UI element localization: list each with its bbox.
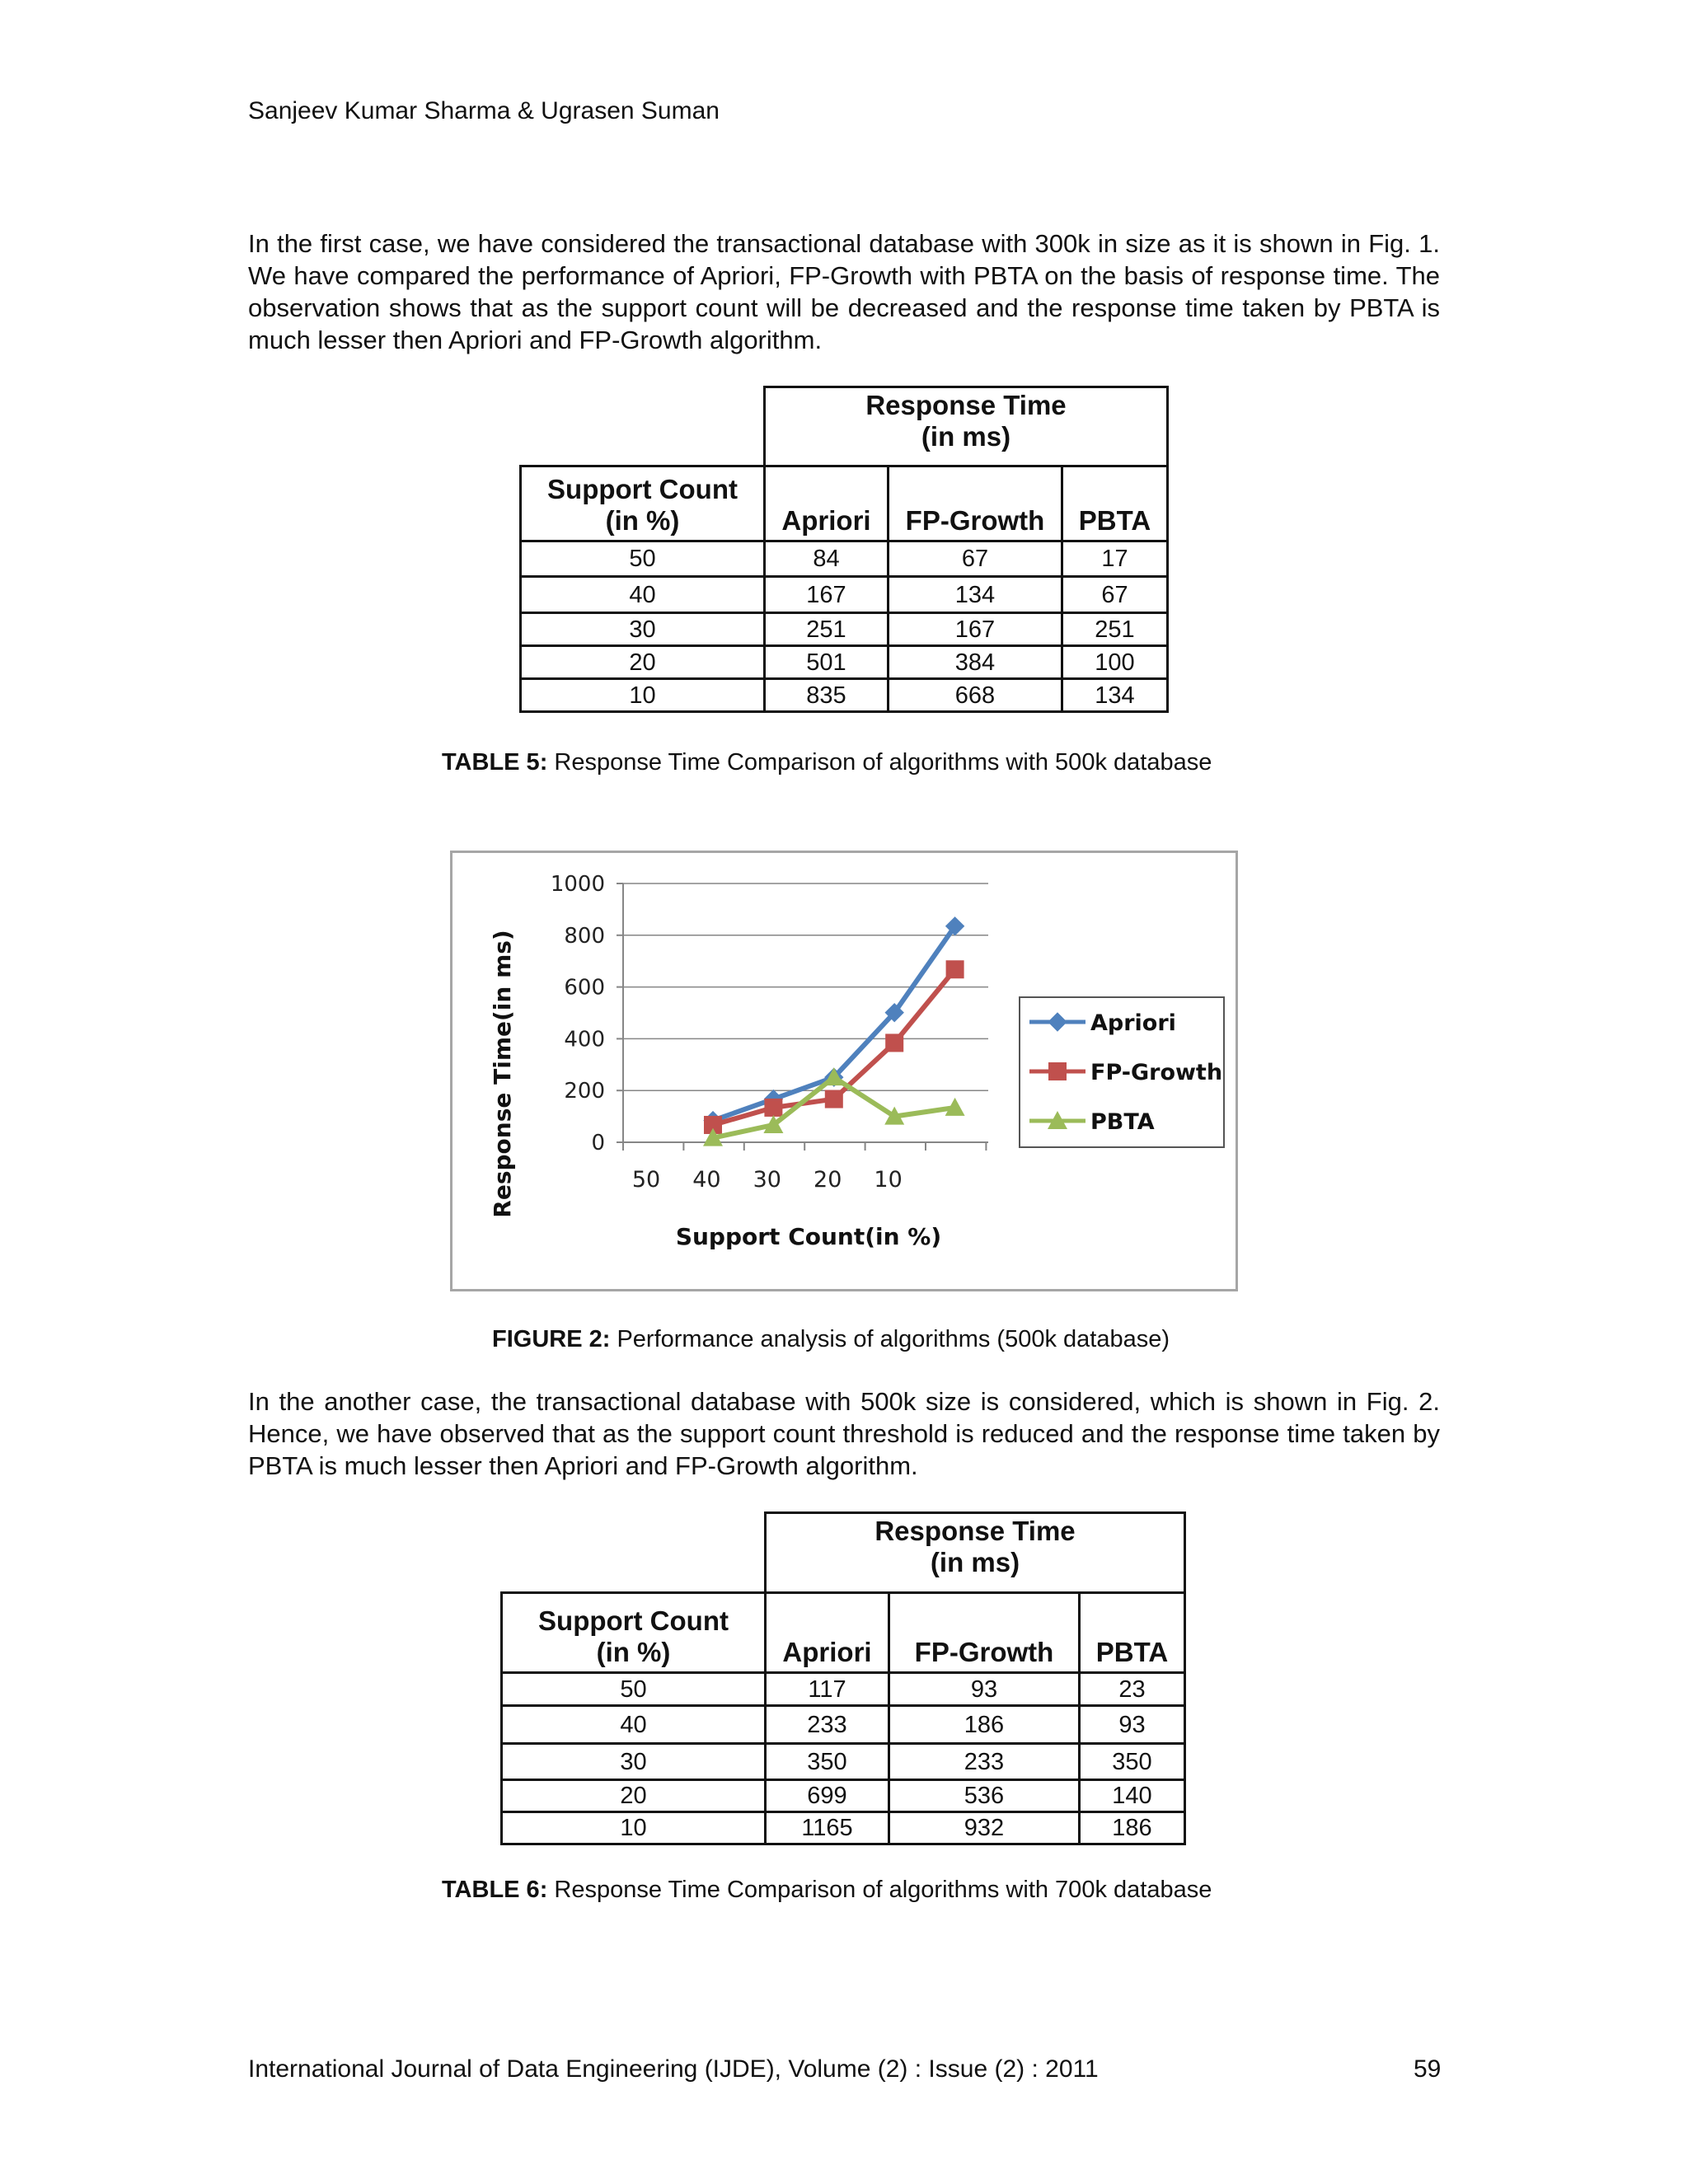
table-cell: 50 <box>502 1673 766 1706</box>
caption-text: Response Time Comparison of algorithms with 700k database <box>547 1877 1212 1903</box>
group-header <box>766 1513 1185 1593</box>
table-corner <box>521 387 765 466</box>
group-header-line2: (in ms) <box>921 421 1011 452</box>
y-tick-label: 200 <box>564 1079 605 1104</box>
x-tick-label: 20 <box>814 1167 842 1193</box>
table-cell: 67 <box>889 541 1062 577</box>
table-row <box>521 577 1168 613</box>
table-row <box>521 646 1168 679</box>
table-5 <box>519 386 1169 713</box>
table-row <box>502 1744 1185 1780</box>
table-cell: 20 <box>521 646 765 679</box>
paragraph-second-case: In the another case, the transactional database with 500k size is considered, which is shown in Fig. 2. Hence, we have observed that as the support count threshold is reduced and the response time taken by PBTA is much lesser then Apriori and FP-Growth algorithm. <box>248 1387 1440 1480</box>
table-cell: 84 <box>765 541 889 577</box>
table-cell: 30 <box>521 613 765 646</box>
table-cell: 93 <box>1080 1706 1185 1744</box>
table-cell: 140 <box>1080 1780 1185 1812</box>
table-cell: 536 <box>889 1780 1080 1812</box>
table-cell: 186 <box>889 1706 1080 1744</box>
table-cell: 501 <box>765 646 889 679</box>
category-header-line2: (in %) <box>605 505 680 536</box>
table-cell: 167 <box>765 577 889 613</box>
table-cell: 30 <box>502 1744 766 1780</box>
table-cell: 93 <box>889 1673 1080 1706</box>
y-tick-label: 400 <box>564 1027 605 1052</box>
x-tick-label: 50 <box>631 1167 661 1193</box>
y-tick-label: 1000 <box>550 872 605 897</box>
group-header-line1: Response Time <box>874 1516 1076 1546</box>
table-cell: 699 <box>766 1780 889 1812</box>
table-row <box>521 541 1168 577</box>
figure-2-chart <box>450 851 1238 1291</box>
column-header: PBTA <box>1062 466 1168 541</box>
table-row <box>521 613 1168 646</box>
table-6 <box>500 1511 1186 1845</box>
caption-text: Performance analysis of algorithms (500k database) <box>610 1326 1170 1352</box>
paragraph-first-case: In the first case, we have considered the transactional database with 300k in size as it is shown in Fig. 1. We have compared the performance of Apriori, FP-Growth with PBTA on the basis of response time. The observation shows that as the support count will be decreased and the response time taken by PBTA is much lesser then Apriori and FP-Growth algorithm. <box>248 229 1440 354</box>
category-header <box>521 466 765 541</box>
table-cell: 233 <box>766 1706 889 1744</box>
table-row <box>502 1706 1185 1744</box>
x-tick-label: 40 <box>692 1167 721 1193</box>
column-header: FP-Growth <box>889 466 1062 541</box>
data-point <box>946 960 964 978</box>
table-cell: 40 <box>521 577 765 613</box>
column-header: Apriori <box>766 1593 889 1673</box>
chart-legend <box>1020 997 1224 1147</box>
y-tick-label: 800 <box>564 923 605 949</box>
category-header-line2: (in %) <box>596 1637 671 1667</box>
x-tick-labels <box>632 1167 903 1193</box>
table-row <box>502 1780 1185 1812</box>
table-cell: 100 <box>1062 646 1168 679</box>
table-cell: 134 <box>1062 679 1168 712</box>
data-point <box>825 1090 843 1108</box>
table-cell: 932 <box>889 1812 1080 1844</box>
column-header: Apriori <box>765 466 889 541</box>
page-number: 59 <box>1414 2055 1442 2083</box>
table-cell: 350 <box>1080 1744 1185 1780</box>
table-cell: 20 <box>502 1780 766 1812</box>
group-header-line2: (in ms) <box>930 1547 1020 1577</box>
x-tick-label: 10 <box>874 1167 903 1193</box>
caption-text: Response Time Comparison of algorithms with 500k database <box>547 749 1212 776</box>
x-tick-label: 30 <box>753 1167 781 1193</box>
column-header: FP-Growth <box>889 1593 1080 1673</box>
table-5-caption <box>442 749 1212 776</box>
series <box>703 917 965 1146</box>
column-header: PBTA <box>1080 1593 1185 1673</box>
group-header-line1: Response Time <box>865 390 1067 420</box>
y-axis-label: Response Time(in ms) <box>489 930 516 1218</box>
group-header <box>765 387 1168 466</box>
line-chart <box>452 853 1236 1289</box>
data-point <box>885 1033 903 1052</box>
category-header-line1: Support Count <box>538 1605 729 1636</box>
category-header-line1: Support Count <box>547 474 738 504</box>
table-cell: 251 <box>765 613 889 646</box>
table-cell: 384 <box>889 646 1062 679</box>
table-cell: 117 <box>766 1673 889 1706</box>
table-row <box>502 1673 1185 1706</box>
x-axis-label: Support Count(in %) <box>675 1223 942 1250</box>
running-header: Sanjeev Kumar Sharma & Ugrasen Suman <box>248 97 720 124</box>
table-cell: 835 <box>765 679 889 712</box>
caption-label: TABLE 6: <box>442 1877 548 1903</box>
table-cell: 134 <box>889 577 1062 613</box>
table-cell: 233 <box>889 1744 1080 1780</box>
table-row <box>521 679 1168 712</box>
legend-label: FP-Growth <box>1090 1060 1223 1085</box>
data-point <box>764 1099 782 1117</box>
legend-label: PBTA <box>1090 1109 1155 1135</box>
table-cell: 50 <box>521 541 765 577</box>
caption-label: TABLE 5: <box>442 749 548 776</box>
table-cell: 17 <box>1062 541 1168 577</box>
table-corner <box>502 1513 766 1593</box>
table-6-caption <box>442 1877 1212 1904</box>
journal-footer: International Journal of Data Engineering (IJDE), Volume (2) : Issue (2) : 2011 <box>248 2055 1099 2083</box>
category-header <box>502 1593 766 1673</box>
table-cell: 1165 <box>766 1812 889 1844</box>
data-point <box>1048 1062 1067 1080</box>
table-cell: 23 <box>1080 1673 1185 1706</box>
table-cell: 167 <box>889 613 1062 646</box>
table-cell: 67 <box>1062 577 1168 613</box>
table-cell: 10 <box>502 1812 766 1844</box>
y-tick-label: 600 <box>564 975 605 1001</box>
legend-label: Apriori <box>1090 1010 1176 1036</box>
table-cell: 668 <box>889 679 1062 712</box>
y-tick-labels <box>551 872 605 1155</box>
table-cell: 350 <box>766 1744 889 1780</box>
table-cell: 40 <box>502 1706 766 1744</box>
figure-2-caption <box>492 1326 1170 1353</box>
y-tick-label: 0 <box>591 1131 605 1155</box>
caption-label: FIGURE 2: <box>492 1326 611 1352</box>
table-cell: 186 <box>1080 1812 1185 1844</box>
table-cell: 10 <box>521 679 765 712</box>
table-cell: 251 <box>1062 613 1168 646</box>
table-row <box>502 1812 1185 1844</box>
